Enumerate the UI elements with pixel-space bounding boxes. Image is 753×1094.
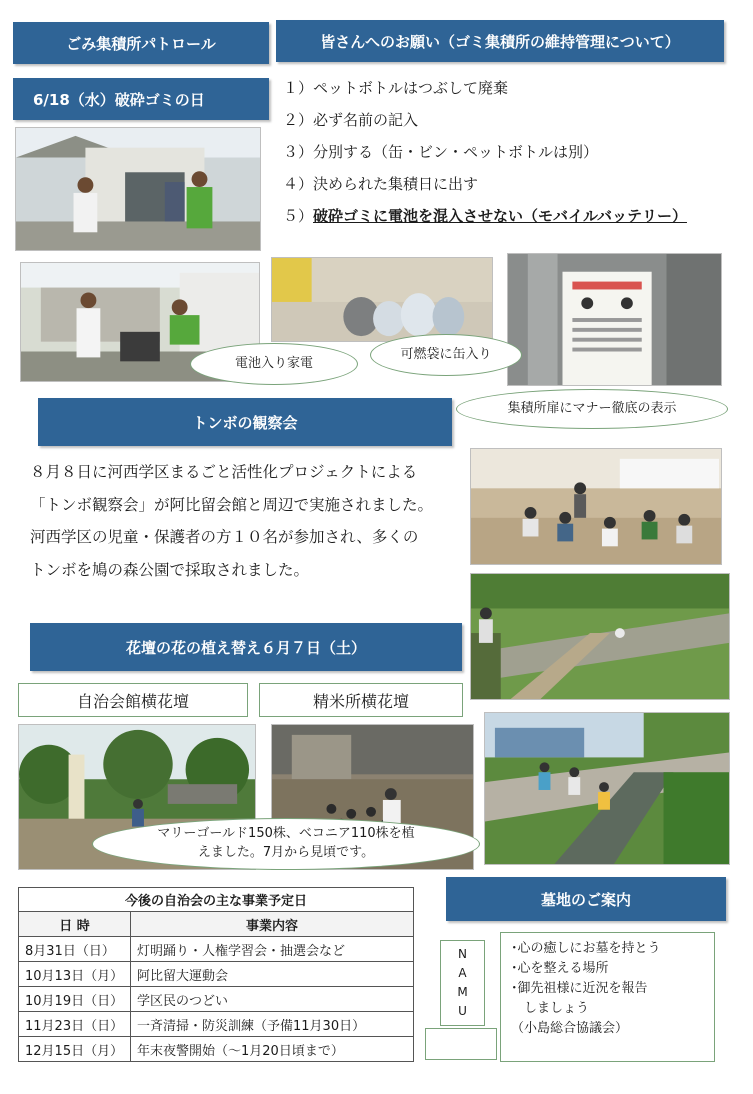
schedule-content: 灯明踊り・人権学習会・抽選会など <box>131 937 414 962</box>
schedule-date: 10月19日（日） <box>19 987 131 1012</box>
request-title: 皆さんへのお願い（ゴミ集積所の維持管理について） <box>320 32 680 51</box>
cemetery-line: ･心を整える場所 <box>511 961 609 976</box>
dragonfly-line: トンボを鳩の森公園で採取されました。 <box>30 560 310 579</box>
namu-tombstone-label <box>440 940 485 1026</box>
schedule-header-content: 事業内容 <box>131 912 414 937</box>
bubble-door-text: 集積所扉にマナー徹底の表示 <box>507 400 677 416</box>
patrol-photo-door-sign <box>507 253 722 386</box>
schedule-content: 阿比留大運動会 <box>131 962 414 987</box>
request-item: ２）必ず名前の記入 <box>283 111 419 129</box>
request-item: １）ペットボトルはつぶして廃棄 <box>283 79 509 97</box>
patrol-photo-bags <box>271 257 493 342</box>
namu-letter: M <box>457 985 468 999</box>
dragonfly-line: 河西学区の児童・保護者の方１０名が参加され、多くの <box>30 528 419 546</box>
namu-letter: U <box>458 1004 467 1018</box>
table-row <box>19 962 414 987</box>
schedule-table <box>18 887 414 1062</box>
flowerbed-hall-text: 自治会館横花壇 <box>76 691 189 711</box>
dragonfly-paragraph <box>30 456 470 586</box>
schedule-table-wrapper <box>18 887 414 1062</box>
schedule-date: 8月31日（日） <box>19 937 131 962</box>
table-row <box>19 937 414 962</box>
cemetery-line: ･心の癒しにお墓を持とう <box>511 941 661 956</box>
table-row <box>19 1012 414 1037</box>
schedule-caption: 今後の自治会の主な事業予定日 <box>19 888 414 912</box>
dragonfly-photo-hall <box>470 448 722 565</box>
request-item: ４）決められた集積日に出す <box>283 175 479 193</box>
patrol-title: ごみ集積所パトロール <box>66 34 216 53</box>
dragonfly-title-banner <box>38 398 452 446</box>
dragonfly-line: 「トンボ観察会」が阿比留会館と周辺で実施されました。 <box>30 495 434 514</box>
bubble-cans-text: 可燃袋に缶入り <box>400 346 492 362</box>
patrol-date: 6/18（水）破砕ゴミの日 <box>33 90 205 109</box>
request-list <box>283 72 733 232</box>
namu-letter: N <box>458 947 467 961</box>
flowers-title: 花壇の花の植え替え６月７日（土） <box>125 638 366 657</box>
flowers-note-line: えました。7月から見頃です。 <box>197 845 375 860</box>
cemetery-title: 墓地のご案内 <box>540 890 631 909</box>
flowerbed-mill-text: 精米所横花壇 <box>312 691 409 711</box>
schedule-header-date: 日 時 <box>19 912 131 937</box>
bubble-door-notice <box>456 389 728 429</box>
request-title-banner <box>276 20 724 62</box>
tombstone-base <box>425 1028 497 1060</box>
request-item-5-text: 破砕ゴミに電池を混入させない（モバイルバッテリー） <box>313 207 687 225</box>
cemetery-info-box <box>500 932 715 1062</box>
patrol-date-banner <box>13 78 269 120</box>
schedule-content: 学区民のつどい <box>131 987 414 1012</box>
cemetery-line: ･御先祖様に近況を報告 <box>511 981 648 996</box>
cemetery-title-banner <box>446 877 726 921</box>
request-item-5 <box>283 200 733 232</box>
bubble-battery-text: 電池入り家電 <box>234 355 313 371</box>
cemetery-line: しましょう <box>511 1001 590 1016</box>
flowers-note-bubble <box>92 818 480 870</box>
table-row <box>19 1037 414 1062</box>
flowerbed-label-mill <box>259 683 463 717</box>
request-item: ３）分別する（缶・ビン・ペットボトルは別） <box>283 143 599 161</box>
flowers-title-banner <box>30 623 462 671</box>
schedule-date: 11月23日（日） <box>19 1012 131 1037</box>
namu-letter: A <box>458 966 467 980</box>
schedule-date: 10月13日（月） <box>19 962 131 987</box>
patrol-photo-inspection <box>15 127 261 251</box>
schedule-date: 12月15日（月） <box>19 1037 131 1062</box>
schedule-content: 一斉清掃・防災訓練（予備11月30日） <box>131 1012 414 1037</box>
dragonfly-title: トンボの観察会 <box>192 413 298 432</box>
bubble-battery-appliance <box>190 343 358 385</box>
patrol-title-banner <box>13 22 269 64</box>
dragonfly-photo-park <box>470 573 730 700</box>
flowerbed-label-hall <box>18 683 248 717</box>
request-item-5-number: ５） <box>283 207 314 225</box>
dragonfly-line: ８月８日に河西学区まるごと活性化プロジェクトによる <box>30 463 418 481</box>
schedule-content: 年末夜警開始（～1月20日頃まで） <box>131 1037 414 1062</box>
flowers-note-line: マリーゴールド150株、ベコニア110株を植 <box>157 826 415 842</box>
bubble-cans-in-bag <box>370 334 522 376</box>
table-row <box>19 987 414 1012</box>
dragonfly-photo-stream <box>484 712 730 865</box>
cemetery-line: （小島総合協議会） <box>511 1021 629 1036</box>
